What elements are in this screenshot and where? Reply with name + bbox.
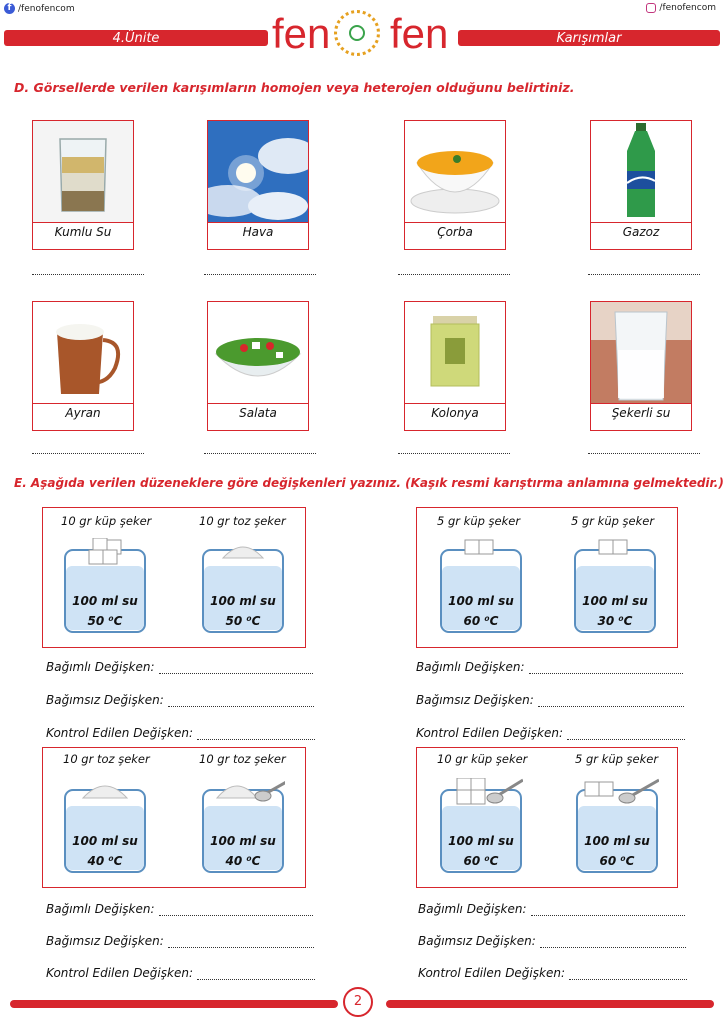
answer-line[interactable] bbox=[398, 453, 510, 454]
setup-2 bbox=[416, 507, 678, 648]
footer-brush-left bbox=[10, 1000, 338, 1008]
card-salata bbox=[207, 301, 309, 431]
answer-line[interactable] bbox=[204, 274, 316, 275]
water-label: 100 ml su bbox=[72, 834, 138, 848]
card-kumlu-su bbox=[32, 120, 134, 250]
setup-4 bbox=[416, 747, 678, 888]
dependent-variable-line[interactable]: Bağımlı Değişken: bbox=[46, 660, 313, 674]
independent-variable-line[interactable]: Bağımsız Değişken: bbox=[418, 934, 686, 948]
card-label: Ayran bbox=[65, 406, 101, 420]
sugar-label: 5 gr küp şeker bbox=[575, 752, 659, 766]
card-label: Gazoz bbox=[622, 225, 660, 239]
independent-variable-line[interactable]: Bağımsız Değişken: bbox=[46, 934, 314, 948]
card-corba bbox=[404, 120, 506, 250]
card-label: Kolonya bbox=[431, 406, 479, 420]
temp-label: 60 ⁰C bbox=[463, 614, 499, 628]
answer-line[interactable] bbox=[204, 453, 316, 454]
water-label: 100 ml su bbox=[448, 594, 514, 608]
topic-banner: Karışımlar bbox=[458, 30, 720, 46]
answer-line[interactable] bbox=[588, 453, 700, 454]
card-label: Çorba bbox=[437, 225, 473, 239]
independent-variable-line[interactable]: Bağımsız Değişken: bbox=[416, 693, 684, 707]
logo-left: fen bbox=[272, 10, 331, 57]
card-hava bbox=[207, 120, 309, 250]
temp-label: 60 ⁰C bbox=[463, 854, 499, 868]
water-label: 100 ml su bbox=[210, 594, 276, 608]
independent-variable-line[interactable]: Bağımsız Değişken: bbox=[46, 693, 314, 707]
facebook-handle: f /fenofencom bbox=[4, 3, 75, 14]
temp-label: 40 ⁰C bbox=[225, 854, 261, 868]
water-label: 100 ml su bbox=[448, 834, 514, 848]
controlled-variable-line[interactable]: Kontrol Edilen Değişken: bbox=[46, 966, 315, 980]
sugar-label: 10 gr küp şeker bbox=[61, 514, 152, 528]
section-d-title: D. Görsellerde verilen karışımların homojen veya heterojen olduğunu belirtiniz. bbox=[14, 80, 575, 95]
water-label: 100 ml su bbox=[582, 594, 648, 608]
sugar-label: 10 gr toz şeker bbox=[199, 514, 286, 528]
water-label: 100 ml su bbox=[72, 594, 138, 608]
water-label: 100 ml su bbox=[584, 834, 650, 848]
card-kolonya bbox=[404, 301, 506, 431]
card-ayran bbox=[32, 301, 134, 431]
temp-label: 30 ⁰C bbox=[597, 614, 633, 628]
sugar-water-glass-icon bbox=[591, 302, 691, 404]
salad-bowl-icon bbox=[208, 302, 308, 404]
card-sekerli-su bbox=[590, 301, 692, 431]
setup-3 bbox=[42, 747, 306, 888]
sugar-label: 10 gr toz şeker bbox=[199, 752, 286, 766]
page-number: 2 bbox=[343, 987, 373, 1017]
instagram-handle: /fenofencom bbox=[646, 3, 716, 13]
controlled-variable-line[interactable]: Kontrol Edilen Değişken: bbox=[418, 966, 687, 980]
soup-bowl-icon bbox=[405, 121, 505, 223]
dependent-variable-line[interactable]: Bağımlı Değişken: bbox=[46, 902, 313, 916]
controlled-variable-line[interactable]: Kontrol Edilen Değişken: bbox=[416, 726, 685, 740]
section-e-title: E. Aşağıda verilen düzeneklere göre değişkenleri yazınız. (Kaşık resmi karıştırma anlamına gelmektedir.) bbox=[14, 476, 724, 490]
soda-bottle-icon bbox=[591, 121, 691, 223]
ayran-jug-icon bbox=[33, 302, 133, 404]
answer-line[interactable] bbox=[32, 453, 144, 454]
sugar-label: 10 gr küp şeker bbox=[437, 752, 528, 766]
footer-brush-right bbox=[386, 1000, 714, 1008]
card-label: Şekerli su bbox=[611, 406, 671, 420]
temp-label: 60 ⁰C bbox=[599, 854, 635, 868]
card-label: Salata bbox=[239, 406, 277, 420]
answer-line[interactable] bbox=[398, 274, 510, 275]
water-label: 100 ml su bbox=[210, 834, 276, 848]
controlled-variable-line[interactable]: Kontrol Edilen Değişken: bbox=[46, 726, 315, 740]
dependent-variable-line[interactable]: Bağımlı Değişken: bbox=[418, 902, 685, 916]
card-label: Kumlu Su bbox=[54, 225, 112, 239]
dependent-variable-line[interactable]: Bağımlı Değişken: bbox=[416, 660, 683, 674]
sugar-label: 5 gr küp şeker bbox=[571, 514, 655, 528]
sugar-label: 10 gr toz şeker bbox=[63, 752, 150, 766]
unit-banner: 4.Ünite bbox=[4, 30, 268, 46]
temp-label: 40 ⁰C bbox=[87, 854, 123, 868]
logo-circle-icon bbox=[334, 10, 380, 56]
sandy-water-beaker-icon bbox=[33, 121, 133, 223]
card-label: Hava bbox=[242, 225, 274, 239]
facebook-icon: f bbox=[4, 3, 15, 14]
answer-line[interactable] bbox=[32, 274, 144, 275]
sky-icon bbox=[208, 121, 308, 223]
sugar-label: 5 gr küp şeker bbox=[437, 514, 521, 528]
logo-right: fen bbox=[390, 10, 449, 57]
card-gazoz bbox=[590, 120, 692, 250]
temp-label: 50 ⁰C bbox=[225, 614, 261, 628]
cologne-bottle-icon bbox=[405, 302, 505, 404]
answer-line[interactable] bbox=[588, 274, 700, 275]
temp-label: 50 ⁰C bbox=[87, 614, 123, 628]
instagram-icon bbox=[646, 3, 656, 13]
setup-1 bbox=[42, 507, 306, 648]
